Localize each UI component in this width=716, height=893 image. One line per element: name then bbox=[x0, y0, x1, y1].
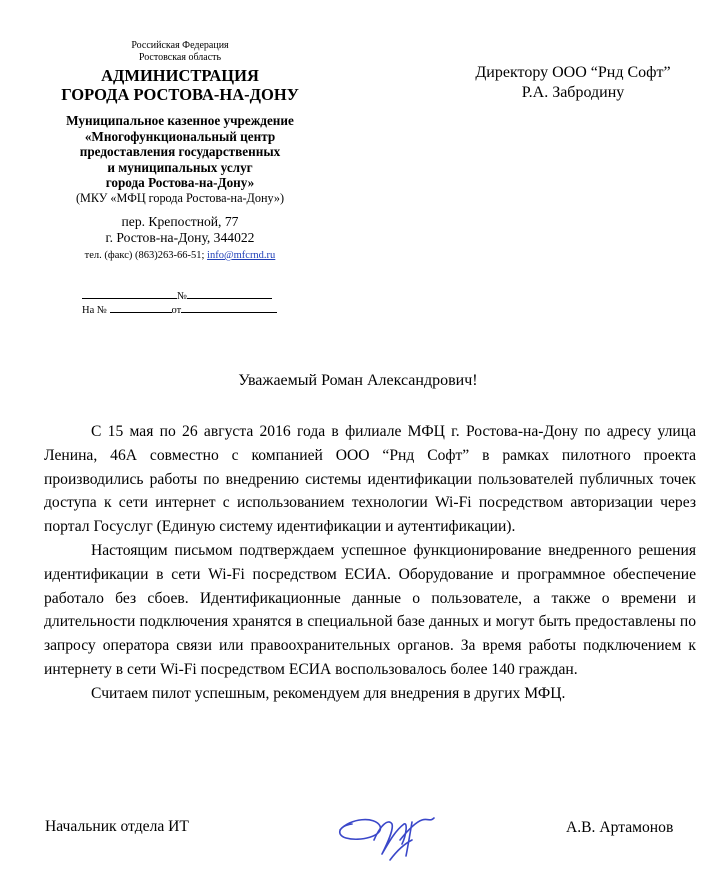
recipient-block bbox=[458, 63, 688, 103]
institution-abbreviation: (МКУ «МФЦ города Ростова-на-Дону») bbox=[75, 190, 285, 205]
admin-line-2: ГОРОДА РОСТОВА-НА-ДОНУ bbox=[61, 85, 299, 104]
institution-line: Муниципальное казенное учреждение bbox=[66, 113, 294, 128]
letter-body bbox=[44, 420, 696, 706]
number-sign: № bbox=[177, 291, 188, 302]
institution-line: и муниципальных услуг bbox=[107, 159, 253, 175]
paragraph: Считаем пилот успешным, рекомендуем для внедрения в других МФЦ. bbox=[91, 684, 566, 702]
institution-name bbox=[40, 113, 320, 191]
outgoing-number-blank bbox=[82, 288, 177, 299]
registration-number-row bbox=[82, 288, 272, 303]
recipient-title: Директору ООО “Рнд Софт” bbox=[475, 64, 671, 81]
phone-text: тел. (факс) (863)263-66-51; bbox=[84, 249, 208, 261]
recipient-name: Р.А. Забродину bbox=[521, 84, 625, 101]
region-label: Ростовская область bbox=[138, 52, 222, 63]
from-label: от bbox=[171, 305, 182, 316]
country-label: Российская Федерация bbox=[131, 40, 229, 51]
outgoing-date-blank bbox=[187, 288, 272, 299]
reference-date-blank bbox=[181, 302, 277, 313]
reference-number-blank bbox=[110, 302, 172, 313]
handwritten-signature bbox=[330, 800, 450, 870]
administration-title bbox=[40, 66, 320, 104]
admin-line-1: АДМИНИСТРАЦИЯ bbox=[101, 66, 259, 85]
on-number-label: На № bbox=[82, 305, 107, 316]
institution-line: «Многофункциональный центр bbox=[84, 128, 276, 144]
paragraph: С 15 мая по 26 августа 2016 года в филиале МФЦ г. Ростова-на-Дону по адресу улица Ленина, 46А совместно с компанией ООО “Рнд Софт” в рамках пилотного проекта производились работы по внедрению системы идентификации пользователей публичных точек доступа к сети интернет с использованием технологии Wi-Fi посредством авторизации через портал Госуслуг (Единую систему идентификации и аутентификации). bbox=[44, 423, 696, 536]
contact-line bbox=[40, 249, 320, 262]
letterhead bbox=[40, 40, 320, 262]
address-city: г. Ростов-на-Дону, 344022 bbox=[105, 229, 255, 245]
institution-line: предоставления государственных bbox=[79, 144, 281, 160]
paragraph: Настоящим письмом подтверждаем успешное функционирование внедренного решения идентификации в сети Wi-Fi посредством ЕСИА. Оборудование и программное обеспечение работало без сбоев. Идентификационные данные о пользователе, а также о времени и длительности подключения хранятся в специальной базе данных и могут быть предоставлены по запросу оператора связи или правоохранительных органов. За время работы подключением к интернету в сети Wi-Fi посредством ЕСИА воспользовалось более 140 граждан. bbox=[44, 541, 696, 678]
address-street: пер. Крепостной, 77 bbox=[121, 213, 239, 229]
signature-stroke bbox=[340, 820, 381, 840]
reference-number-row bbox=[82, 302, 277, 317]
institution-line: города Ростова-на-Дону» bbox=[105, 175, 255, 191]
signatory-position: Начальник отдела ИТ bbox=[45, 818, 189, 835]
greeting: Уважаемый Роман Александрович! bbox=[238, 372, 478, 389]
email-link[interactable]: info@mfcrnd.ru bbox=[207, 249, 276, 261]
signatory-name: А.В. Артамонов bbox=[566, 819, 674, 836]
